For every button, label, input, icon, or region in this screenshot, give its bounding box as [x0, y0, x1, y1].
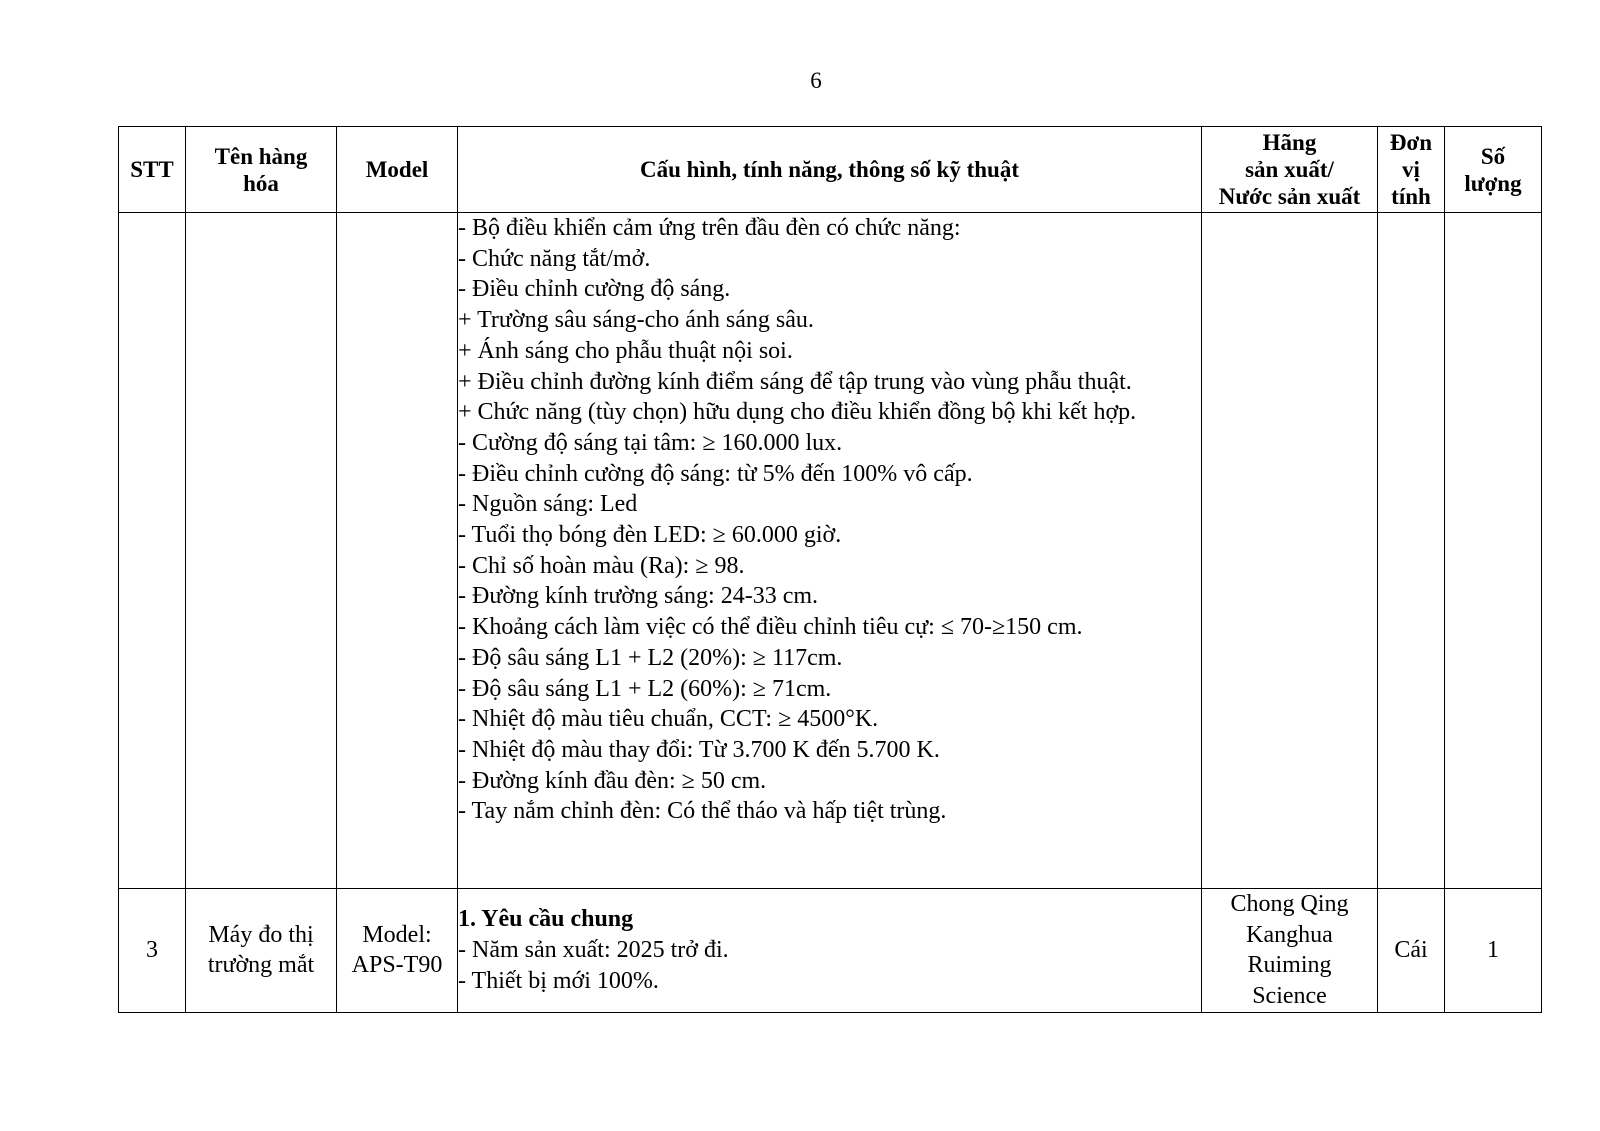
spec-line: - Điều chỉnh cường độ sáng: từ 5% đến 100% vô cấp.: [458, 460, 973, 487]
cell-quantity: [1445, 213, 1542, 889]
spec-line: - Độ sâu sáng L1 + L2 (60%): ≥ 71cm.: [458, 675, 832, 702]
spec-line: - Điều chỉnh cường độ sáng.: [458, 276, 731, 303]
cell-unit: [1378, 213, 1445, 889]
header-unit: Đơn vị tính: [1378, 127, 1445, 213]
cell-specification: [458, 213, 1202, 889]
spec-line: - Tay nắm chỉnh đèn: Có thể tháo và hấp tiệt trùng.: [458, 798, 947, 825]
spec-line: + Trường sâu sáng-cho ánh sáng sâu.: [458, 307, 814, 334]
header-manufacturer: Hãng sản xuất/ Nước sản xuất: [1202, 127, 1378, 213]
spec-line: - Đường kính trường sáng: 24-33 cm.: [458, 583, 819, 610]
spec-line: - Đường kính đầu đèn: ≥ 50 cm.: [458, 767, 767, 794]
cell-manufacturer: Chong Qing Kanghua Ruiming Science: [1202, 889, 1378, 1013]
header-item-name: Tên hàng hóa: [186, 127, 337, 213]
cell-unit: Cái: [1378, 889, 1445, 1013]
cell-stt: [119, 213, 186, 889]
spec-line: - Nhiệt độ màu tiêu chuẩn, CCT: ≥ 4500°K.: [458, 706, 879, 733]
header-stt: STT: [119, 127, 186, 213]
cell-model: [337, 213, 458, 889]
spec-line: + Điều chỉnh đường kính điểm sáng để tập trung vào vùng phẫu thuật.: [458, 368, 1132, 395]
cell-manufacturer: [1202, 213, 1378, 889]
spec-line: + Chức năng (tùy chọn) hữu dụng cho điều khiển đồng bộ khi kết hợp.: [458, 399, 1137, 426]
spec-line: - Tuổi thọ bóng đèn LED: ≥ 60.000 giờ.: [458, 522, 842, 549]
spec-line: + Ánh sáng cho phẫu thuật nội soi.: [458, 337, 793, 364]
spec-line: - Nguồn sáng: Led: [458, 491, 638, 518]
spec-line: - Cường độ sáng tại tâm: ≥ 160.000 lux.: [458, 429, 843, 456]
spec-line: - Năm sản xuất: 2025 trở đi.: [458, 937, 729, 964]
spec-line: - Chức năng tắt/mở.: [458, 245, 651, 272]
cell-item-name: [186, 213, 337, 889]
page-number: 6: [810, 68, 822, 93]
spec-line: - Khoảng cách làm việc có thể điều chỉnh tiêu cự: ≤ 70-≥150 cm.: [458, 614, 1083, 641]
cell-specification: [458, 889, 1202, 1013]
cell-quantity: 1: [1445, 889, 1542, 1013]
spec-line: - Thiết bị mới 100%.: [458, 967, 659, 994]
spec-line: - Chỉ số hoàn màu (Ra): ≥ 98.: [458, 552, 745, 579]
header-model: Model: [337, 127, 458, 213]
header-quantity: Số lượng: [1445, 127, 1542, 213]
cell-model: Model: APS-T90: [337, 889, 458, 1013]
table-header-row: [119, 127, 1542, 213]
header-specification: Cấu hình, tính năng, thông số kỹ thuật: [458, 127, 1202, 213]
spec-line: - Độ sâu sáng L1 + L2 (20%): ≥ 117cm.: [458, 644, 843, 671]
cell-stt: 3: [119, 889, 186, 1013]
specification-table: [118, 126, 1542, 1013]
table-row-continued: [119, 213, 1542, 889]
spec-line: - Bộ điều khiển cảm ứng trên đầu đèn có chức năng:: [458, 215, 961, 241]
table-row-item-3: [119, 889, 1542, 1013]
cell-item-name: Máy đo thị trường mắt: [186, 889, 337, 1013]
spec-heading: 1. Yêu cầu chung: [458, 906, 634, 933]
spec-line: - Nhiệt độ màu thay đổi: Từ 3.700 K đến 5.700 K.: [458, 736, 940, 763]
